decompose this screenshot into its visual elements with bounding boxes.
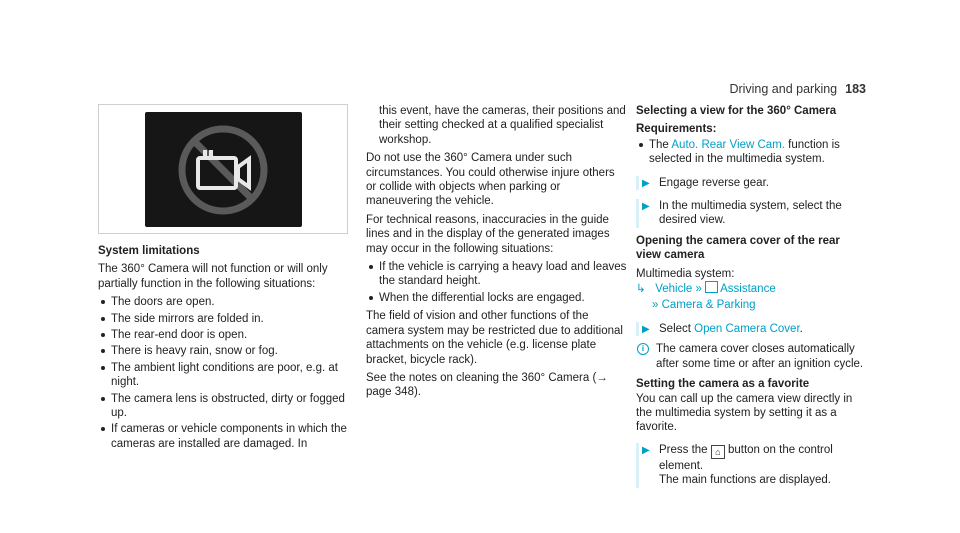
multimedia-system-label: Multimedia system: <box>636 267 735 280</box>
camera-off-icon <box>145 112 302 227</box>
step-arrow-icon: ▶ <box>642 177 650 189</box>
home-button-icon: ⌂ <box>711 445 725 459</box>
enter-arrow-icon: ↳ <box>636 283 646 296</box>
menu-camera-parking[interactable]: Camera & Parking <box>661 299 756 312</box>
menu-vehicle[interactable]: Vehicle <box>655 283 693 296</box>
system-limitations-heading: System limitations <box>98 245 200 257</box>
opening-cover-heading: Opening the camera cover of the rear view camera <box>636 234 840 262</box>
column-1 <box>98 244 358 455</box>
list-item: The side mirrors are folded in. <box>98 312 358 326</box>
list-item: The camera lens is obstructed, dirty or fogged up. <box>98 392 358 421</box>
paragraph: this event, have the cameras, their positions and their setting checked at a qualified specialist workshop. <box>379 105 626 146</box>
list-item: If cameras or vehicle components in which the cameras are installed are damaged. In <box>98 422 358 451</box>
paragraph: The 360° Camera will not function or will only partially function in the following situations: <box>98 263 328 290</box>
page-header <box>729 82 866 96</box>
list-item: The ambient light conditions are poor, e.g. at night. <box>98 361 358 390</box>
limitations-list <box>98 295 358 451</box>
section-title: Driving and parking <box>729 82 838 96</box>
open-camera-cover-link[interactable]: Open Camera Cover <box>694 322 800 335</box>
menu-path <box>636 281 866 296</box>
paragraph: The field of vision and other functions of the camera system may be restricted due to additional attachments on the vehicle (e.g. license plate bracket, bicycle rack). <box>366 310 623 366</box>
list-item: There is heavy rain, snow or fog. <box>98 344 358 358</box>
paragraph: See the notes on cleaning the 360° Camera (→ page 348). <box>366 371 608 399</box>
list-item: The doors are open. <box>98 295 358 309</box>
requirements-list <box>636 138 866 167</box>
camera-off-image <box>145 112 302 227</box>
menu-path-2 <box>636 298 866 312</box>
car-icon <box>705 281 718 293</box>
column-2 <box>366 104 628 404</box>
auto-rear-view-cam-link[interactable]: Auto. Rear View Cam. <box>671 138 785 151</box>
step-press-home: ▶ Press the ⌂ button on the control element. The main functions are displayed. <box>636 443 866 488</box>
step-arrow-icon: ▶ <box>642 444 650 456</box>
step-select-view: ▶ In the multimedia system, select the desired view. <box>636 199 866 228</box>
step-arrow-icon: ▶ <box>642 201 650 213</box>
column-3 <box>636 104 866 494</box>
list-item: If the vehicle is carrying a heavy load and leaves the standard height. <box>366 260 628 289</box>
paragraph: For technical reasons, inaccuracies in the guide lines and in the display of the generated images may occur in the following situations: <box>366 213 610 255</box>
paragraph: Do not use the 360° Camera under such circumstances. You could otherwise injure others or collide with objects when parking or maneuvering the vehicle. <box>366 152 615 208</box>
menu-assistance[interactable]: Assistance <box>720 283 776 296</box>
double-chevron-icon: » <box>695 283 702 296</box>
info-note: i The camera cover closes automatically after some time or after an ignition cycle. <box>636 342 866 371</box>
step-engage-reverse: ▶ Engage reverse gear. <box>636 176 866 190</box>
favorite-heading: Setting the camera as a favorite <box>636 378 810 391</box>
page-number: 183 <box>845 82 866 96</box>
step-result: The main functions are displayed. <box>659 474 831 487</box>
list-item: The Auto. Rear View Cam. function is selected in the multimedia system. <box>636 138 866 167</box>
double-chevron-icon: » <box>652 299 659 312</box>
step-arrow-icon: ▶ <box>642 323 650 335</box>
inaccuracy-list <box>366 260 628 305</box>
step-open-cover: ▶ Select Open Camera Cover. <box>636 322 866 336</box>
figure-frame <box>98 104 348 234</box>
info-icon: i <box>637 343 649 355</box>
selecting-view-heading: Selecting a view for the 360° Camera <box>636 105 837 117</box>
requirements-label: Requirements: <box>636 123 717 136</box>
list-item: The rear-end door is open. <box>98 328 358 342</box>
paragraph: You can call up the camera view directly in the multimedia system by setting it as a favorite. <box>636 392 853 434</box>
list-item: When the differential locks are engaged. <box>366 291 628 305</box>
